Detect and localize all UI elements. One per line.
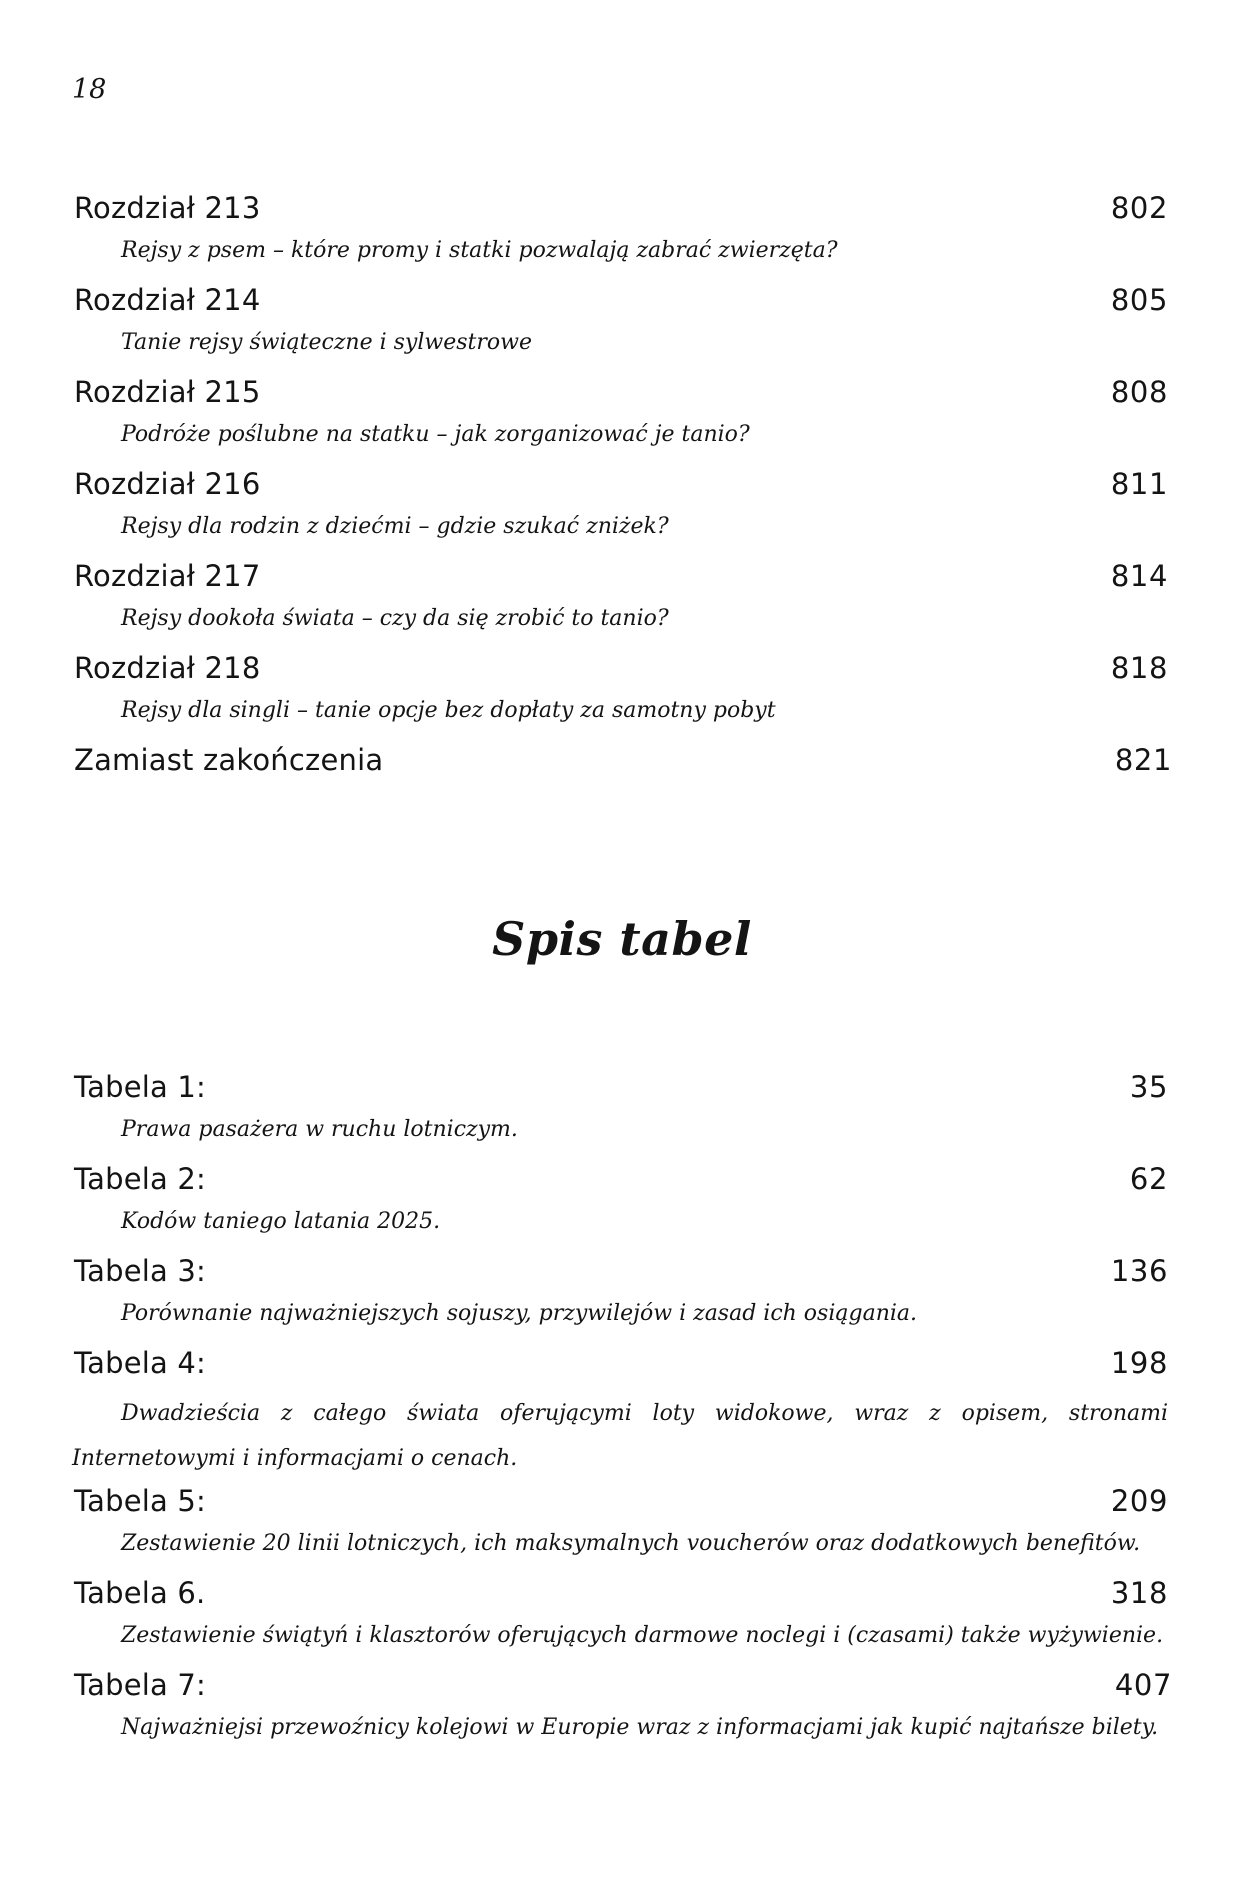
- entry-page: 802: [1110, 191, 1168, 225]
- toc-entry[interactable]: [72, 1067, 1168, 1159]
- entry-subtitle: Zestawienie świątyń i klasztorów oferujących darmowe noclegi i (czasami) także wyżywienie.: [121, 1623, 1164, 1648]
- entry-label: Tabela 5:: [74, 1484, 207, 1518]
- entry-subtitle: Rejsy dla singli – tanie opcje bez dopłaty za samotny pobyt: [121, 698, 776, 723]
- entry-subtitle: Podróże poślubne na statku – jak zorganizować je tanio?: [121, 422, 750, 447]
- entry-page: 136: [1110, 1254, 1168, 1288]
- toc-entry[interactable]: [72, 1481, 1168, 1573]
- entry-label: Rozdział 214: [74, 283, 261, 317]
- toc-entry[interactable]: [72, 1665, 1172, 1757]
- toc-entry-closing[interactable]: [72, 740, 1172, 784]
- toc-entry[interactable]: [72, 372, 1168, 464]
- toc-entry[interactable]: [72, 464, 1168, 556]
- toc-entry[interactable]: [72, 1343, 1168, 1481]
- entry-subtitle: Zestawienie 20 linii lotniczych, ich maksymalnych voucherów oraz dodatkowych benefitów.: [121, 1531, 1141, 1556]
- entry-label: Zamiast zakończenia: [74, 743, 384, 777]
- entry-subtitle: Kodów taniego latania 2025.: [121, 1209, 441, 1234]
- entry-page: 805: [1110, 283, 1168, 317]
- entry-page: 814: [1110, 559, 1168, 593]
- toc-entry[interactable]: [72, 1251, 1168, 1343]
- entry-label: Tabela 7:: [74, 1668, 207, 1702]
- entry-page: 209: [1110, 1484, 1168, 1518]
- entry-page: 811: [1110, 467, 1168, 501]
- entry-label: Rozdział 213: [74, 191, 261, 225]
- entry-subtitle: Rejsy dla rodzin z dziećmi – gdzie szukać zniżek?: [121, 514, 669, 539]
- entry-subtitle: Najważniejsi przewoźnicy kolejowi w Europie wraz z informacjami jak kupić najtańsze bilety.: [121, 1715, 1159, 1740]
- entry-subtitle: Rejsy dookoła świata – czy da się zrobić to tanio?: [121, 606, 669, 631]
- entry-page: 821: [1114, 743, 1172, 777]
- toc-entry[interactable]: [72, 648, 1168, 740]
- toc-entry[interactable]: [72, 556, 1168, 648]
- entry-label: Tabela 2:: [74, 1162, 207, 1196]
- page-number: 18: [72, 74, 107, 105]
- toc-entry[interactable]: [72, 188, 1168, 280]
- entry-label: Tabela 1:: [74, 1070, 207, 1104]
- entry-label: Tabela 4:: [74, 1346, 207, 1380]
- entry-subtitle: Tanie rejsy świąteczne i sylwestrowe: [121, 330, 532, 355]
- entry-label: Rozdział 216: [74, 467, 261, 501]
- section-heading: Spis tabel: [492, 912, 752, 966]
- entry-label: Tabela 6.: [74, 1576, 206, 1610]
- entry-page: 407: [1114, 1668, 1172, 1702]
- entry-label: Tabela 3:: [74, 1254, 207, 1288]
- entry-subtitle: [72, 1391, 1168, 1481]
- entry-page: 318: [1110, 1576, 1168, 1610]
- entry-page: 62: [1129, 1162, 1168, 1196]
- toc-entry[interactable]: [72, 280, 1168, 372]
- entry-page: 808: [1110, 375, 1168, 409]
- tables-list: [72, 1067, 1172, 1757]
- entry-page: 818: [1110, 651, 1168, 685]
- entry-subtitle: Rejsy z psem – które promy i statki pozwalają zabrać zwierzęta?: [121, 238, 838, 263]
- entry-subtitle-text: Dwadzieścia z całego świata oferującymi loty widokowe, wraz z opisem, stronami Internetowymi i informacjami o cenach.: [72, 1401, 1168, 1471]
- entry-label: Rozdział 215: [74, 375, 261, 409]
- entry-subtitle: Prawa pasażera w ruchu lotniczym.: [121, 1117, 518, 1142]
- entry-page: 35: [1129, 1070, 1168, 1104]
- toc-entry[interactable]: [72, 1159, 1168, 1251]
- entry-page: 198: [1110, 1346, 1168, 1380]
- entry-label: Rozdział 217: [74, 559, 261, 593]
- entry-label: Rozdział 218: [74, 651, 261, 685]
- entry-subtitle: Porównanie najważniejszych sojuszy, przywilejów i zasad ich osiągania.: [121, 1301, 918, 1326]
- toc-entry[interactable]: [72, 1573, 1168, 1665]
- chapter-list: [72, 188, 1172, 784]
